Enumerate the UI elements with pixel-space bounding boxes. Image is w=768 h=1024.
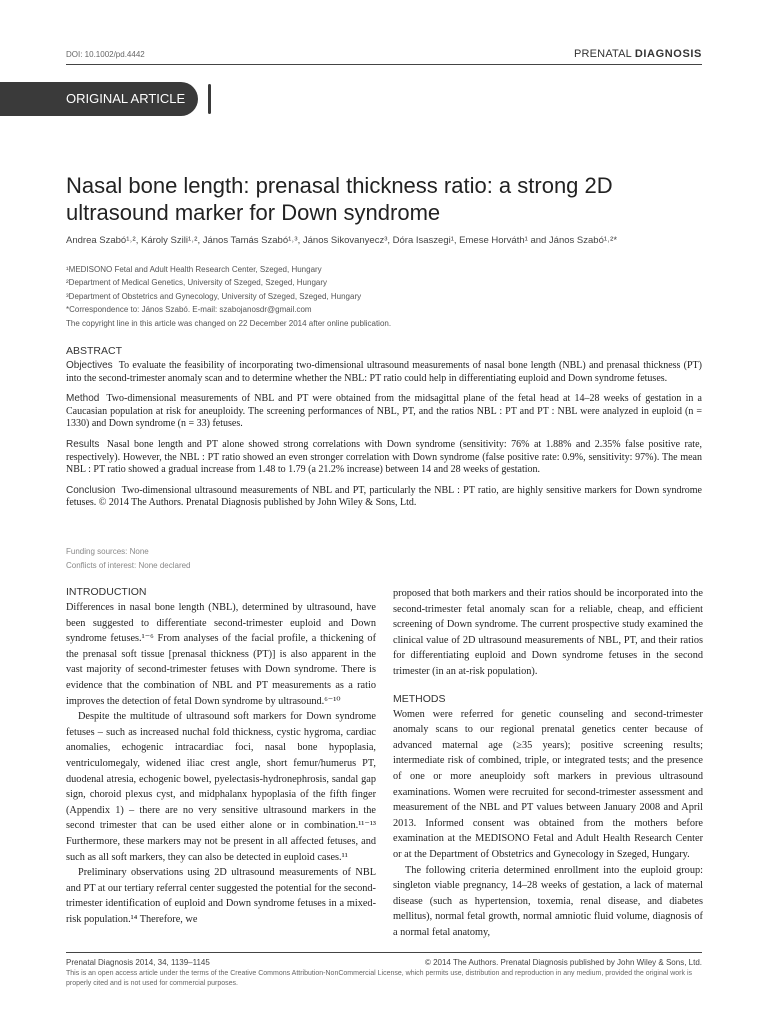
affiliation-2: ²Department of Medical Genetics, University of Szeged, Szeged, Hungary: [66, 278, 328, 288]
header-rule: [66, 64, 702, 65]
article-type-banner: ORIGINAL ARTICLE: [0, 82, 198, 116]
intro-paragraph-3: Preliminary observations using 2D ultrasound measurements of NBL and PT at our tertiary referral center suggested the potential for the second-trimester identification of euploid and Down syndrome fetuses in a mixed-risk population.¹⁴ Therefore, we: [66, 867, 376, 925]
article-title: Nasal bone length: prenasal thickness ratio: a strong 2D ultrasound marker for Down syndrome: [66, 173, 613, 225]
abstract-method: [66, 393, 702, 431]
conflicts-note: Conflicts of interest: None declared: [66, 560, 191, 570]
journal-name-light: PRENATAL: [573, 48, 632, 60]
banner-accent: [208, 84, 211, 114]
abstract-conclusion-label: Conclusion: [66, 484, 116, 496]
abstract-results-text: Nasal bone length and PT alone showed strong correlations with Down syndrome (sensitivity: 76% at 1.88% and 2.35% false positive rate, respectively). However, the NBL : PT ratio showed an even stronger correlation with Down syndrome (false positive rate: 0.9%, sensitivity: 97%). The mean NBL : PT ratio showed a gradual increase from 1.48 to 1.79 (a 21.2% increase) between 14 and 28 weeks of gestation.: [66, 438, 703, 476]
methods-paragraph-1: Women were referred for genetic counseling and second-trimester anomaly scans to our regional prenatal genetics center because of advanced maternal age (≥35 years); positive screening results; intermediate risk of combined, triple, or integrated tests; and the presence of one or more aneuploidy soft markers in previous ultrasound examinations. Women were recruited for second-trimester assessment and measurement of the NBL and PT values between January 2008 and April 2013. Informed consent was obtained from the mothers before examination at the MEDISONO Fetal and Adult Health Research Center or at the Department of Obstetrics and Gynecology in Szeged, Hungary.: [393, 708, 703, 860]
abstract-method-text: Two-dimensional measurements of NBL and PT were obtained from the midsagittal plane of the fetal head at 14–28 weeks of gestation in a Caucasian population at risk for aneuploidy. The screening performances of NBL, PT, and the ratios NBL : PT and PT : NBL were analyzed in euploid (n = 1330) and Down syndrome (n = 33) fetuses.: [66, 393, 702, 430]
footer-copyright: © 2014 The Authors. Prenatal Diagnosis published by John Wiley & Sons, Ltd.: [424, 958, 702, 967]
notes: [66, 545, 191, 572]
abstract-heading: ABSTRACT: [66, 345, 123, 357]
copyright-change-note: The copyright line in this article was changed on 22 December 2014 after online publication.: [66, 318, 392, 328]
funding-note: Funding sources: None: [66, 547, 149, 556]
right-column: [393, 586, 703, 940]
footer-rule: [66, 952, 702, 953]
abstract: [66, 345, 702, 518]
abstract-objectives-label: Objectives: [66, 360, 113, 371]
introduction-heading: INTRODUCTION: [66, 586, 147, 598]
abstract-objectives: [66, 360, 702, 385]
correspondence: *Correspondence to: János Szabó. E-mail: szabojanosdr@gmail.com: [66, 305, 312, 315]
affiliations: [66, 263, 706, 330]
doi: DOI: 10.1002/pd.4442: [66, 50, 145, 59]
affiliation-3: ³Department of Obstetrics and Gynecology, University of Szeged, Szeged, Hungary: [66, 291, 362, 301]
journal-name: [574, 48, 702, 60]
intro-paragraph-2: Despite the multitude of ultrasound soft markers for Down syndrome fetuses – such as increased nuchal fold thickness, cystic hygroma, cardiac anomalies, echogenic intracardiac foci, nasal bone hypoplasia, ventriculomegaly, widened iliac crest angle, short femur/humerus PT, duodenal atresia, echogenic bowel, pyelectasis-hydronephrosis, sandal gap sign, choroid plexus cyst, and midphalanx hypoplasia of the fifth finger (Appendix 1) – there are no very sensitive ultrasound markers in the second trimester that can be used either alone or in combination.¹¹⁻¹³ Furthermore, these markers may not be present in all affected fetuses, and such as all soft markers, they can also be detected in euploid cases.¹¹: [66, 711, 376, 863]
abstract-results: [66, 439, 702, 477]
footer-citation: Prenatal Diagnosis 2014, 34, 1139–1145: [66, 958, 210, 967]
author-list: Andrea Szabó¹˒², Károly Szili¹˒², János Tamás Szabó¹˒³, János Sikovanyecz³, Dóra Isaszegi¹, Emese Horváth¹ and János Szabó¹˒²*: [66, 235, 618, 246]
abstract-conclusion-text: Two-dimensional ultrasound measurements of NBL and PT, particularly the NBL : PT ratio, are highly sensitive markers for Down syndrome fetuses. © 2014 The Authors. Prenatal Diagnosis published by John Wiley & Sons, Ltd.: [66, 484, 702, 509]
methods-heading: METHODS: [393, 692, 446, 705]
journal-name-bold: DIAGNOSIS: [634, 48, 702, 60]
affiliation-1: ¹MEDISONO Fetal and Adult Health Research Center, Szeged, Hungary: [66, 265, 322, 274]
intro-continuation: proposed that both markers and their ratios should be incorporated into the second-trimester fetal anomaly scan for a reliable, cheap, and efficient screening of Down syndrome. The current prospective study examined the clinical value of 2D ultrasound measurements of NBL, PT, and their ratios for differentiating euploid and Down syndrome fetuses in the second trimester (in an at-risk population).: [393, 588, 703, 677]
intro-paragraph-1: Differences in nasal bone length (NBL), determined by ultrasound, have been suggested to differentiate second-trimester euploid and Down syndrome fetuses.¹⁻⁶ From analyses of the facial profile, a thickening of the prenasal soft tissue [prenasal thickness (PT)] is also apparent in the vast majority of second-trimester fetuses with Down syndrome. There is evidence that the combination of NBL and PT measurements as a ratio improves the detection of fetal Down syndrome by ultrasound.⁶⁻¹⁰: [66, 602, 376, 707]
license-text: This is an open access article under the terms of the Creative Commons Attribution-NonCommercial License, which permits use, distribution and reproduction in any medium, provided the original work is properly cited and is not used for commercial purposes.: [66, 970, 693, 987]
abstract-results-label: Results: [66, 438, 100, 450]
left-column: [66, 586, 376, 927]
abstract-conclusion: [66, 485, 702, 510]
methods-paragraph-2: The following criteria determined enrollment into the euploid group: singleton viable pregnancy, 14–28 weeks of gestation, a lack of maternal disease (such as hypertension, toxemia, renal disease, and diabetes mellitus), normal fetal growth, normal amniotic fluid volume, diagnosis of a normal fetal anatomy,: [393, 864, 703, 938]
abstract-method-label: Method: [66, 393, 100, 405]
abstract-objectives-text: To evaluate the feasibility of incorporating two-dimensional ultrasound measurements of nasal bone length (NBL) and prenasal thickness (PT) into the second-trimester anomaly scan and to determine whether the NBL: PT ratio could help in differentiating euploid and Down syndrome fetuses.: [66, 360, 702, 384]
